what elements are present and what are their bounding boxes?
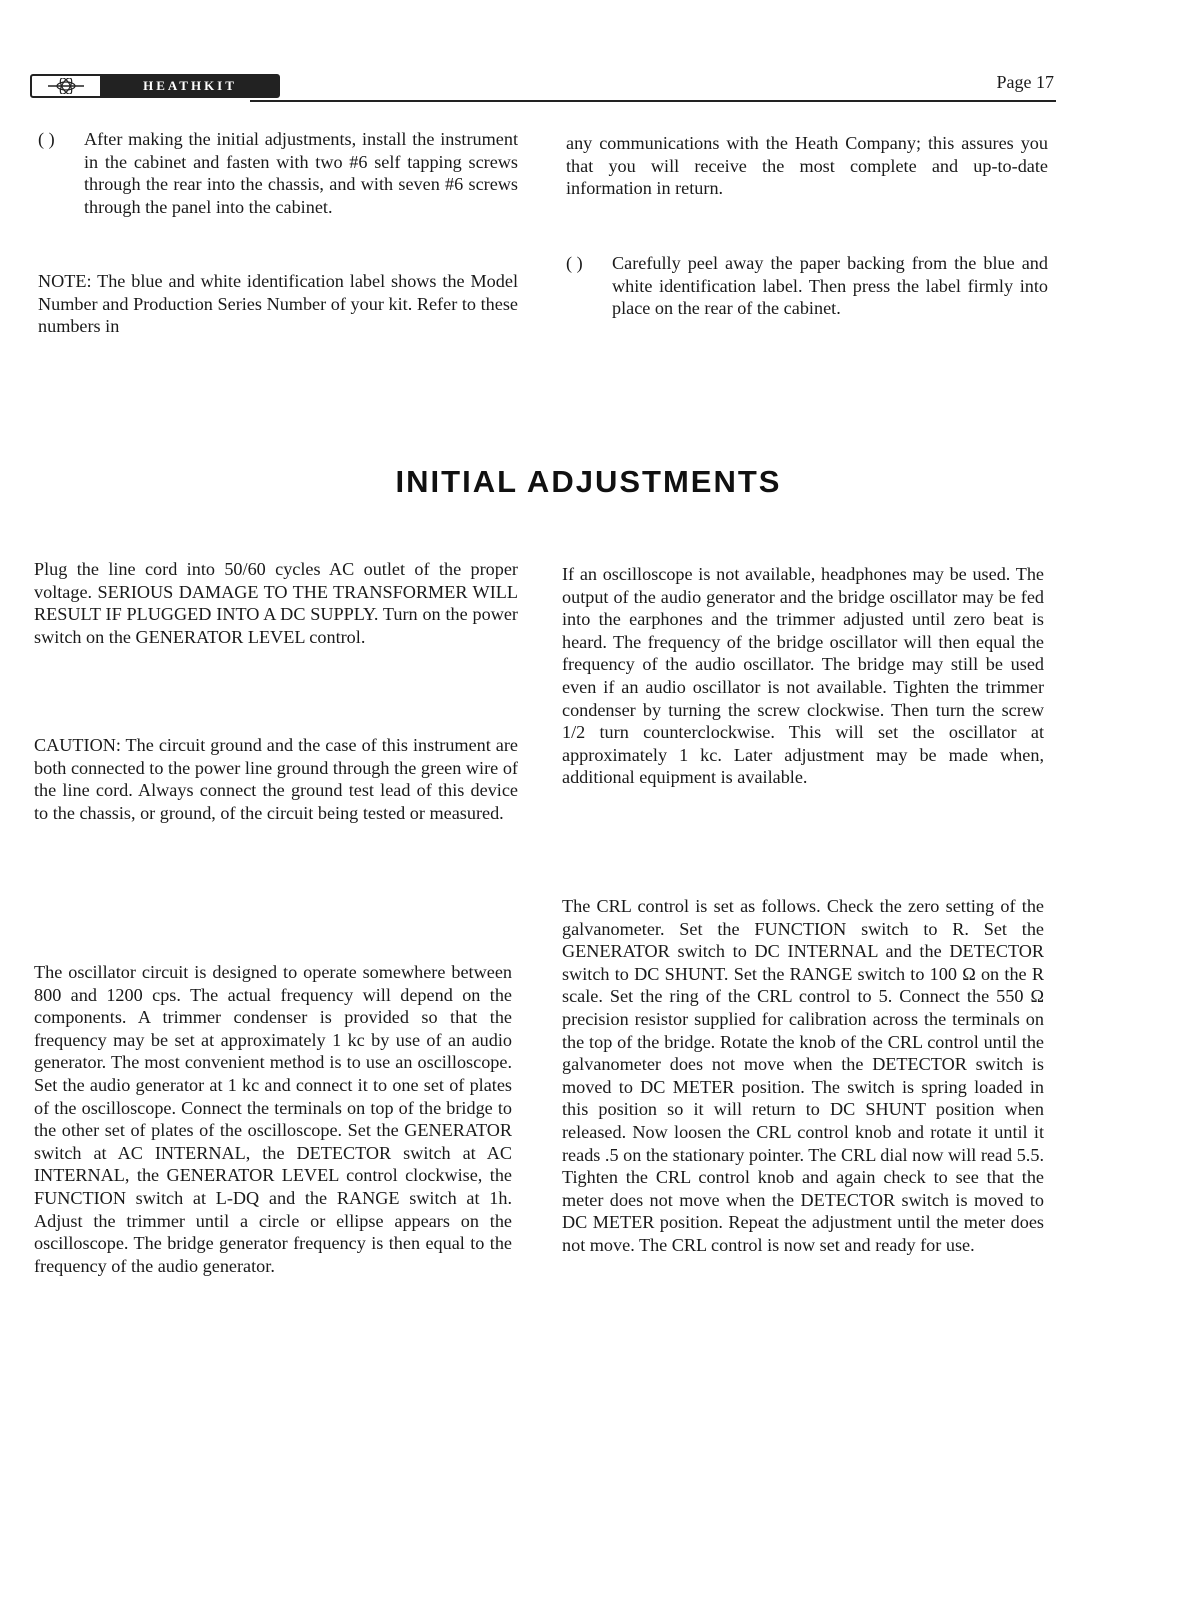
logo-text: HEATHKIT (102, 76, 278, 96)
paragraph-crl-control: The CRL control is set as follows. Check the zero setting of the galvanometer. Set the FUNCTION switch to R. Set the GENERATOR switch to DC INTERNAL and the DETECTOR switch to DC SHUNT. Set the RANGE switch to 100 Ω on the R scale. Set the ring of the CRL control to 5. Connect the 550 Ω precision resistor supplied for calibration across the terminals on the top of the bridge. Rotate the knob of the CRL control until the galvanometer does not move when the DETECTOR switch is moved to DC METER position. The switch is spring loaded in this position so it will return to DC SHUNT position when released. Now loosen the CRL control knob and rotate it until it reads .5 on the stationary pointer. The CRL dial now will read 5.5. Tighten the CRL control knob and again check to see that the meter does not move when the DETECTOR switch is moved to DC METER position. Repeat the adjustment until the meter does not move. The CRL control is now set and ready for use. (562, 896, 1044, 1255)
page-number: Page 17 (996, 72, 1054, 92)
checkbox[interactable]: ( ) (566, 253, 583, 273)
paragraph-headphones: If an oscilloscope is not available, headphones may be used. The output of the audio generator and the bridge oscillator may be fed into the earphones and the trimmer adjusted until zero beat is heard. The frequency of the bridge oscillator will then equal the frequency of the audio oscillator. The bridge may still be used even if an audio oscillator is not available. Tighten the trimmer condenser by turning the screw clockwise. Then turn the screw 1/2 turn counterclockwise. This will set the oscillator at approximately 1 kc. Later adjustment may be made when, additional equipment is available. (562, 564, 1044, 788)
note-continuation: any communications with the Heath Company; this assures you that you will receive the most complete and up-to-date information in return. (566, 133, 1048, 199)
section-title: INITIAL ADJUSTMENTS (395, 464, 782, 499)
checklist-item-label (566, 252, 1048, 320)
atom-icon (32, 76, 102, 96)
checklist-text: Carefully peel away the paper backing from the blue and white identification label. Then press the label firmly into place on the rear of the cabinet. (612, 253, 1048, 319)
page-header (28, 70, 1058, 104)
checklist-text: After making the initial adjustments, install the instrument in the cabinet and fasten with two #6 self tapping screws through the rear into the chassis, and with seven #6 screws through the panel into the cabinet. (84, 129, 518, 217)
note-paragraph: NOTE: The blue and white identification label shows the Model Number and Production Series Number of your kit. Refer to these numbers in (38, 271, 518, 337)
paragraph-oscillator: The oscillator circuit is designed to operate somewhere between 800 and 1200 cps. The actual frequency will depend on the components. A trimmer condenser is provided so that the frequency may be set at approximately 1 kc by use of an audio generator. The most convenient method is to use an oscilloscope. Set the audio generator at 1 kc and connect it to one set of plates of the oscilloscope. Connect the terminals on top of the bridge to the other set of plates of the oscilloscope. Set the GENERATOR switch at AC INTERNAL, the DETECTOR switch at AC INTERNAL, the GENERATOR LEVEL control clockwise, the FUNCTION switch at L-DQ and the RANGE switch at 1h. Adjust the trimmer until a circle or ellipse appears on the oscilloscope. The bridge generator frequency is then equal to the frequency of the audio generator. (34, 962, 512, 1276)
paragraph-caution: CAUTION: The circuit ground and the case of this instrument are both connected to the power line ground through the green wire of the line cord. Always connect the ground test lead of this device to the chassis, or ground, of the circuit being tested or measured. (34, 735, 518, 823)
checklist-item-install (38, 128, 518, 218)
header-rule (250, 100, 1056, 102)
checkbox[interactable]: ( ) (38, 129, 55, 149)
heathkit-logo (30, 74, 280, 98)
paragraph-plug-in: Plug the line cord into 50/60 cycles AC outlet of the proper voltage. SERIOUS DAMAGE TO THE TRANSFORMER WILL RESULT IF PLUGGED INTO A DC SUPPLY. Turn on the power switch on the GENERATOR LEVEL control. (34, 559, 518, 647)
